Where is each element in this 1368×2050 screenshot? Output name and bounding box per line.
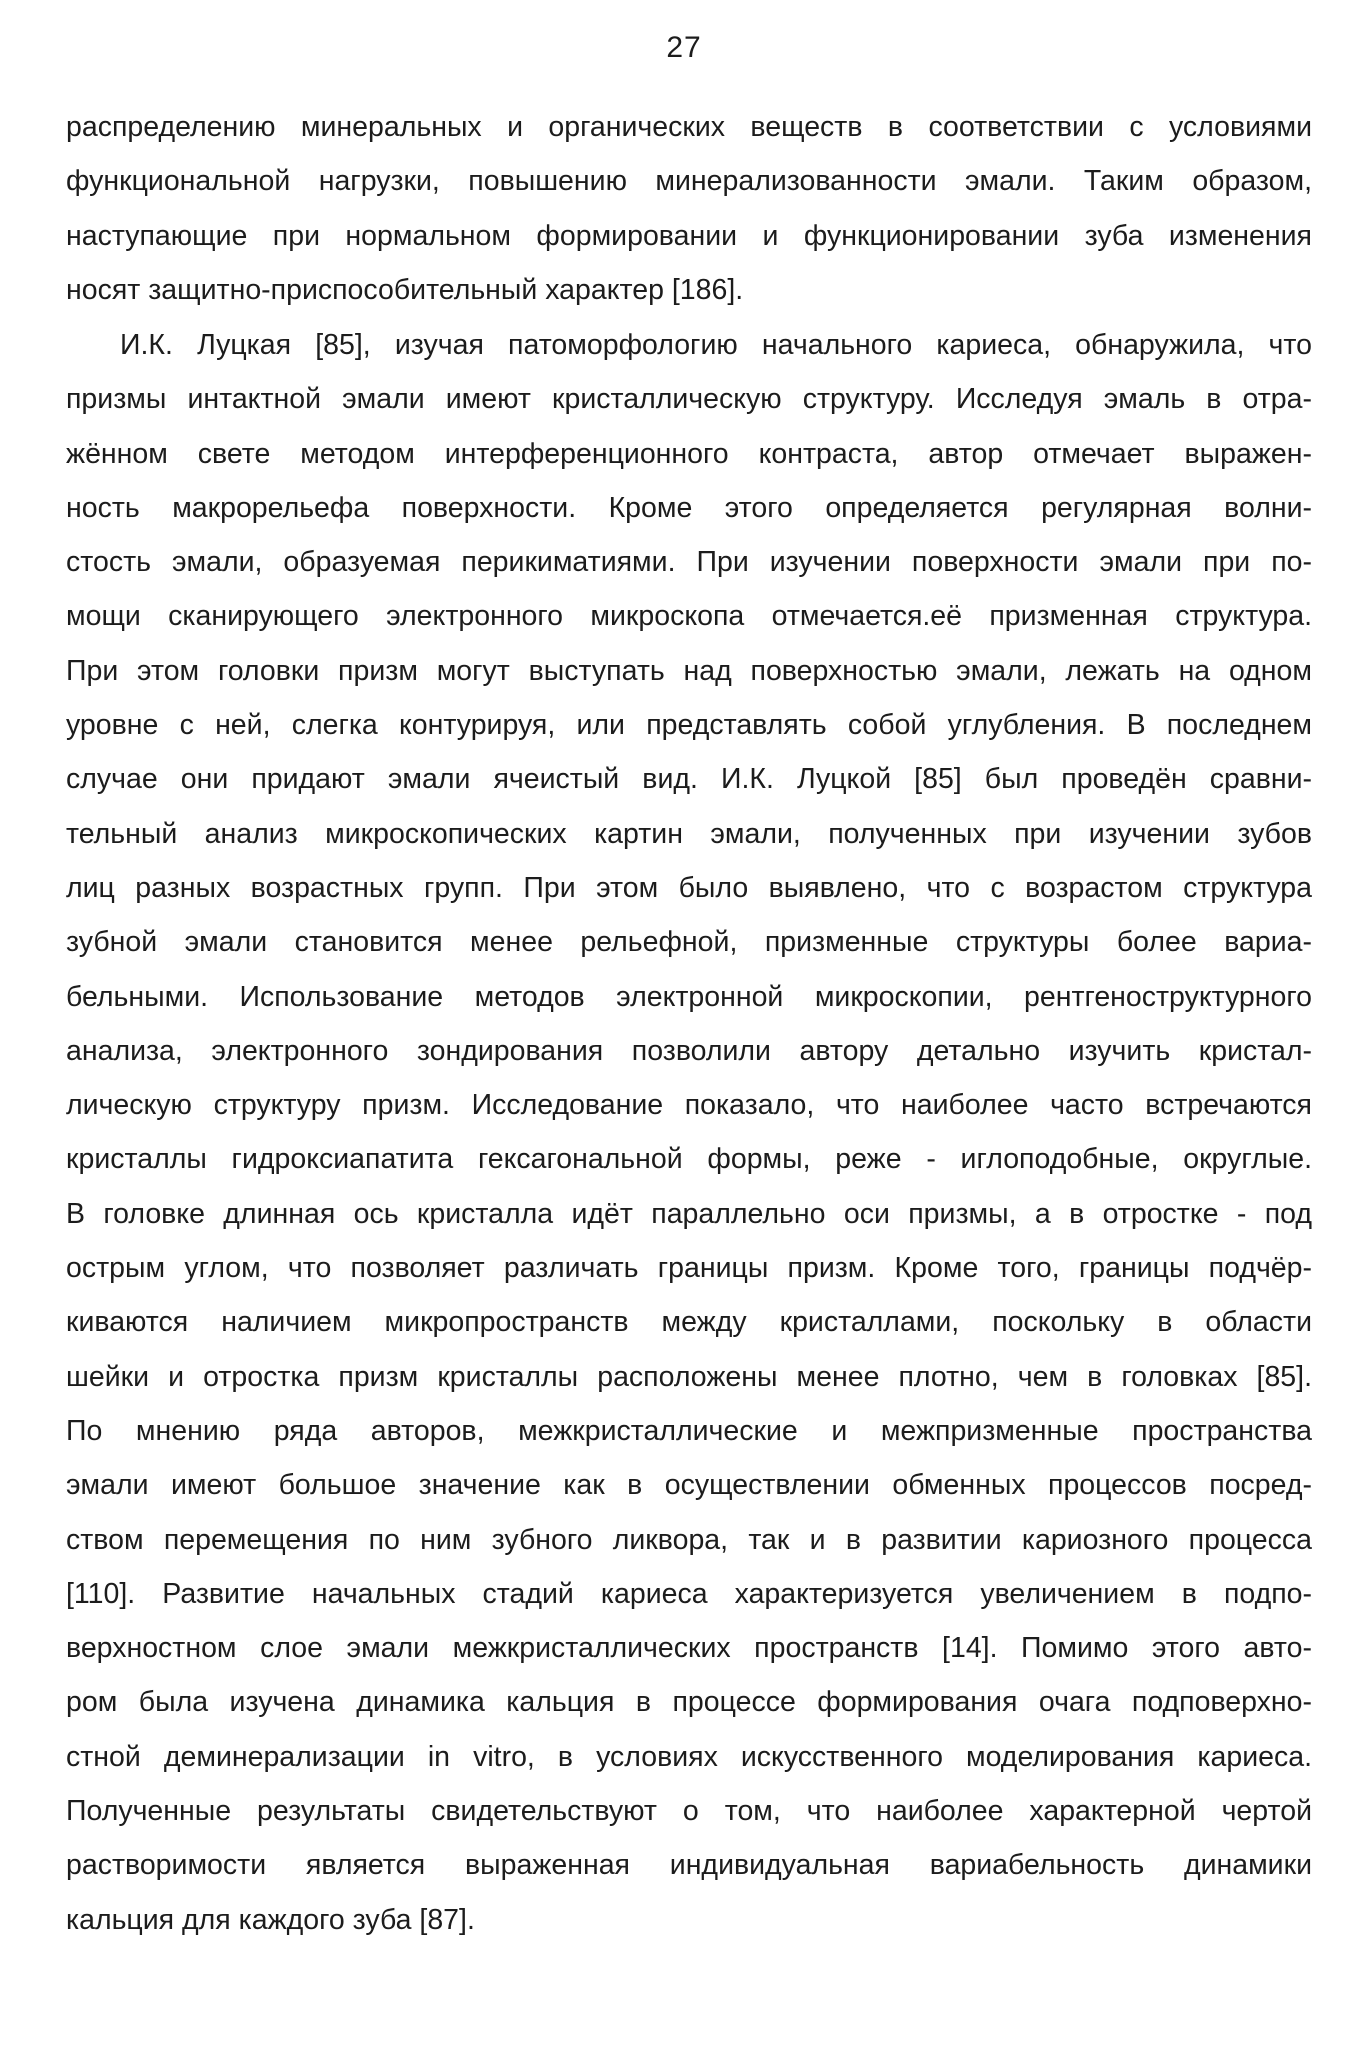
text-line: кальция для каждого зуба [87]. bbox=[66, 1903, 475, 1936]
text-line: стной деминерализации in vitro, в условиях искусственного моделирования кариеса. bbox=[66, 1740, 1312, 1773]
text-line: При этом головки призм могут выступать над поверхностью эмали, лежать на одном bbox=[66, 654, 1312, 687]
text-line: стость эмали, образуемая перикиматиями. При изучении поверхности эмали при по- bbox=[66, 546, 1312, 579]
text-line: Полученные результаты свидетельствуют о том, что наиболее характерной чертой bbox=[66, 1795, 1312, 1828]
text-line: В головке длинная ось кристалла идёт параллельно оси призмы, а в отростке - под bbox=[66, 1197, 1312, 1230]
text-line: острым углом, что позволяет различать границы призм. Кроме того, границы подчёр- bbox=[66, 1252, 1312, 1285]
text-line: ством перемещения по ним зубного ликвора, так и в развитии кариозного процесса bbox=[66, 1523, 1312, 1556]
text-line: растворимости является выраженная индивидуальная вариабельность динамики bbox=[66, 1849, 1312, 1882]
text-line: носят защитно-приспособительный характер [186]. bbox=[66, 273, 744, 306]
paragraph-2 bbox=[66, 318, 1312, 1947]
text-line: [110]. Развитие начальных стадий кариеса характеризуется увеличением в подпо- bbox=[66, 1577, 1312, 1610]
text-line: киваются наличием микропространств между кристаллами, поскольку в области bbox=[66, 1306, 1312, 1339]
text-line: жённом свете методом интерференционного контраста, автор отмечает выражен- bbox=[66, 437, 1312, 470]
text-line: эмали имеют большое значение как в осуществлении обменных процессов посред- bbox=[66, 1469, 1312, 1502]
text-line: тельный анализ микроскопических картин эмали, полученных при изучении зубов bbox=[66, 817, 1312, 850]
text-line: лическую структуру призм. Исследование показало, что наиболее часто встречаются bbox=[66, 1089, 1312, 1122]
text-line: лиц разных возрастных групп. При этом было выявлено, что с возрастом структура bbox=[66, 871, 1312, 904]
text-line: распределению минеральных и органических веществ в соответствии с условиями bbox=[66, 111, 1312, 143]
text-line: анализа, электронного зондирования позволили автору детально изучить кристал- bbox=[66, 1034, 1312, 1067]
paragraph-1 bbox=[66, 100, 1312, 317]
text-line: бельными. Использование методов электронной микроскопии, рентгеноструктурного bbox=[66, 980, 1312, 1013]
text-line: кристаллы гидроксиапатита гексагональной формы, реже - иглоподобные, округлые. bbox=[66, 1143, 1312, 1176]
text-line: наступающие при нормальном формировании и функционировании зуба изменения bbox=[66, 219, 1312, 252]
text-line: шейки и отростка призм кристаллы расположены менее плотно, чем в головках [85]. bbox=[66, 1360, 1312, 1393]
text-line: призмы интактной эмали имеют кристаллическую структуру. Исследуя эмаль в отра- bbox=[66, 383, 1312, 416]
page-number: 27 bbox=[666, 31, 702, 64]
text-line: уровне с ней, слегка контурируя, или представлять собой углубления. В последнем bbox=[66, 709, 1312, 742]
text-line: ность макрорельефа поверхности. Кроме этого определяется регулярная волни- bbox=[66, 491, 1312, 524]
text-line: По мнению ряда авторов, межкристаллические и межпризменные пространства bbox=[66, 1414, 1312, 1447]
text-line: И.К. Луцкая [85], изучая патоморфологию начального кариеса, обнаружила, что bbox=[120, 329, 1312, 361]
text-line: ром была изучена динамика кальция в процессе формирования очага подповерхно- bbox=[66, 1686, 1312, 1719]
text-line: мощи сканирующего электронного микроскопа отмечается.её призменная структура. bbox=[66, 600, 1312, 633]
text-line: функциональной нагрузки, повышению минерализованности эмали. Таким образом, bbox=[66, 165, 1312, 198]
text-line: зубной эмали становится менее рельефной, призменные структуры более вариа- bbox=[66, 926, 1312, 959]
text-line: верхностном слое эмали межкристаллических пространств [14]. Помимо этого авто- bbox=[66, 1632, 1312, 1665]
text-line: случае они придают эмали ячеистый вид. И.К. Луцкой [85] был проведён сравни- bbox=[66, 763, 1312, 796]
